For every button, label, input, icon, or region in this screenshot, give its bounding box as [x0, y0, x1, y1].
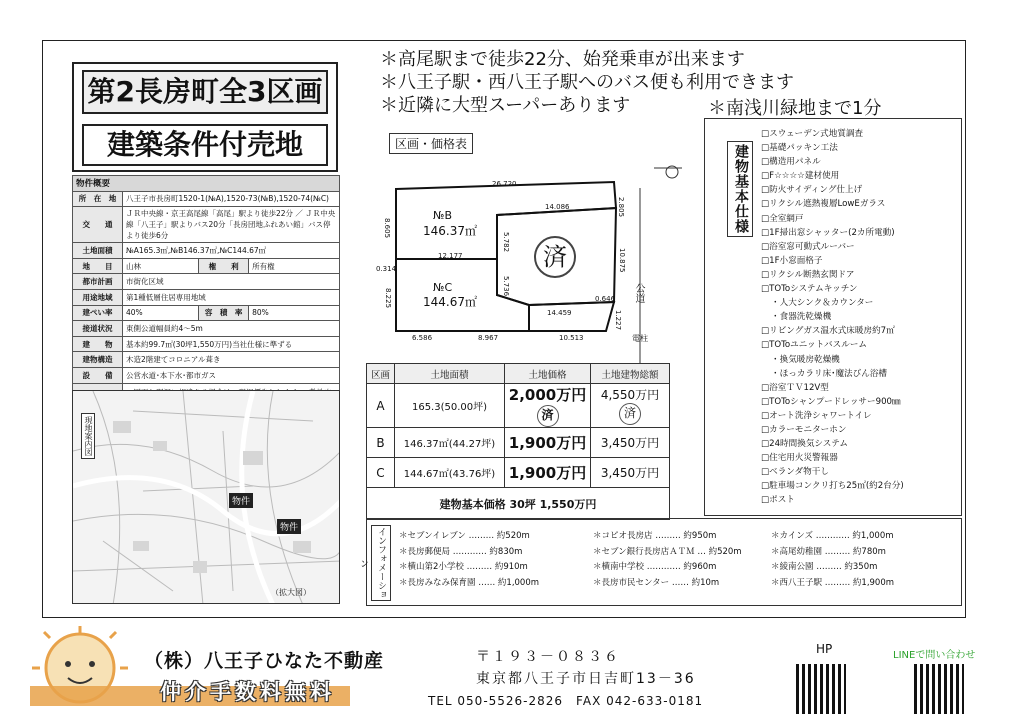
price-header: 区画: [367, 364, 395, 384]
building-spec-item: □オート洗浄シャワートイレ: [761, 410, 872, 421]
building-spec-item: □基礎パッキン工法: [761, 143, 838, 154]
lot-c-label: №C: [433, 281, 453, 294]
pole-label: 電柱: [632, 334, 648, 343]
spec-label: 所 在 地: [73, 191, 123, 207]
area-value: 165.3(50.00坪): [411, 402, 488, 413]
building-spec-item: ・ほっカラリ床･魔法びん浴槽: [771, 368, 888, 379]
spec-transport: ＪＲ中央線・京王高尾線「高尾」駅より徒歩22分 ／ ＪＲ中央線「八王子」駅よりバス20分「長房団地ふれあい館」バス停より徒歩6分: [123, 207, 340, 243]
price-header: 土地面積: [395, 364, 505, 384]
info-item: ＊カインズ ………… 約1,000m: [771, 531, 894, 541]
building-spec-item: □1F小窓面格子: [761, 255, 823, 266]
address: 東京都八王子市日吉町13－36: [476, 671, 696, 687]
building-spec-item: □スウェーデン式地質調査: [761, 129, 864, 139]
building-spec-item: ・人大シンク＆カウンター: [771, 298, 874, 309]
price-header: 土地価格: [505, 364, 591, 384]
info-item: ＊長房みなみ保育園 …… 約1,000m: [399, 577, 540, 588]
spec-far: 80%: [249, 305, 340, 321]
dim-label: 1.227: [614, 310, 622, 331]
building-spec-item: □住宅用火災警報器: [761, 453, 838, 464]
postal-code: 〒１９３－０８３６: [476, 649, 620, 665]
spec-label: 建 物: [73, 336, 123, 352]
map-streets: [73, 391, 340, 604]
building-spec-item: □防火サイディング仕上げ: [761, 185, 863, 196]
map-property-marker: 物件: [277, 519, 301, 534]
total-cell: 3,450万円: [591, 458, 670, 488]
spec-label: 用途地域: [73, 289, 123, 305]
dim-label: 0.646: [595, 295, 616, 303]
spec-cityplan: 市街化区域: [123, 274, 340, 290]
dim-label: 10.513: [559, 334, 584, 342]
company-tagline: 仲介手数料無料: [160, 680, 335, 704]
road-label: 公道: [633, 283, 644, 303]
info-item: ＊セブン銀行長房店ＡＴＭ … 約520m: [593, 546, 742, 557]
contact-tel-fax: TEL 050-5526-2826 FAX 042-633-0181: [428, 694, 704, 708]
price-header: 土地建物総額: [591, 364, 670, 384]
spec-label: 容 積 率: [199, 305, 249, 321]
spec-label: 権 利: [199, 258, 249, 274]
info-item: ＊セブンイレブン ……… 約520m: [399, 531, 530, 541]
table-row: [367, 458, 670, 488]
hp-label: HP: [816, 642, 833, 656]
building-spec-list: [704, 118, 962, 516]
price-cell: [505, 384, 591, 428]
sold-stamp-lot-a: 済: [534, 236, 576, 278]
building-spec-item: □浴室窓可動式ルーバー: [761, 241, 855, 252]
building-spec-item: □TOToシャンプードレッサー900㎜: [761, 396, 901, 407]
plot-plan: [366, 128, 696, 364]
spec-building: 基本約99.7㎡(30坪1,550万円)当社仕様に準ずる: [123, 336, 340, 352]
bullet-3: ＊近隣に大型スーパーあります: [380, 95, 631, 116]
dim-label: 2.805: [617, 197, 625, 218]
dim-label: 26.720: [492, 180, 517, 188]
spec-label: 建物構造: [73, 352, 123, 368]
dim-label: 6.586: [412, 334, 433, 342]
spec-label: 土地面積: [73, 243, 123, 259]
building-spec-item: □F☆☆☆☆建材使用: [761, 171, 840, 182]
building-spec-item: ・食器洗乾燥機: [771, 312, 832, 323]
price-table: [366, 363, 670, 520]
spec-label: 接道状況: [73, 321, 123, 337]
building-spec-item: □リクシル遮熱複層LowEガラス: [761, 199, 886, 210]
info-column: [771, 529, 894, 591]
bullet-1: ＊高尾駅まで徒歩22分、始発乗車が出来ます: [380, 49, 745, 70]
information-box: [358, 518, 962, 606]
price-cell: 1,900万円: [505, 428, 591, 458]
dim-label: 14.086: [545, 203, 570, 211]
information-title: インフォメーション: [371, 525, 391, 601]
dim-label: 8.225: [384, 288, 392, 309]
price-cell: 1,900万円: [505, 458, 591, 488]
building-spec-item: □リクシル断熱玄関ドア: [761, 269, 855, 280]
total-cell: 3,450万円: [591, 428, 670, 458]
spec-label: 地 目: [73, 258, 123, 274]
company-name: （株）八王子ひなた不動産: [144, 650, 385, 672]
info-item: ＊高尾幼稚園 ……… 約780m: [771, 546, 886, 557]
dim-label: 5.782: [502, 232, 510, 253]
info-item: ＊横南中学校 ………… 約960m: [593, 562, 717, 573]
spec-landuse: 山林: [123, 258, 199, 274]
sold-stamp: 済: [537, 405, 559, 427]
lot-cell: B: [367, 428, 395, 458]
building-spec-item: □ポスト: [761, 495, 795, 506]
total-cell: [591, 384, 670, 428]
info-item: ＊横山第2小学校 ……… 約910m: [399, 562, 528, 573]
table-row: [367, 384, 670, 428]
building-spec-item: ・換気暖房乾燥機: [771, 354, 840, 365]
building-spec-item: □TOToシステムキッチン: [761, 284, 858, 295]
sold-stamp: 済: [619, 403, 641, 425]
spec-utilities: 公営水道･本下水･都市ガス: [123, 367, 340, 383]
map-area-label: 現地案内図: [81, 413, 95, 459]
lot-cell: A: [367, 384, 395, 428]
info-item: ＊長房市民センター …… 約10m: [593, 577, 720, 588]
building-base-price: 建物基本価格 30坪 1,550万円: [367, 488, 670, 520]
line-qr-code[interactable]: [914, 664, 964, 714]
building-spec-item: □リビングガス温水式床暖房約7㎡: [761, 326, 895, 337]
spec-label: 建ぺい率: [73, 305, 123, 321]
spec-structure: 木造2階建てコロニアル葺き: [123, 352, 340, 368]
dim-label: 8.605: [383, 218, 391, 239]
building-spec-item: □ベランダ物干し: [761, 467, 829, 478]
dim-label: 10.875: [618, 248, 626, 273]
title-sub: 建築条件付売地: [82, 124, 328, 166]
map-zoom-label: （拡大図）: [271, 588, 311, 597]
lot-b-label: №B: [433, 209, 452, 222]
area-cell: 144.67㎡(43.76坪): [395, 458, 505, 488]
info-item: ＊綾南公園 ……… 約350m: [771, 562, 878, 573]
price-value: 2,000万円: [508, 386, 587, 404]
dim-label: 8.967: [478, 334, 499, 342]
spec-location: 八王子市長房町1520-1(№A),1520-73(№B),1520-74(№C): [123, 191, 340, 207]
dim-label: 12.177: [438, 252, 463, 260]
total-value: 4,550万円: [600, 388, 660, 402]
lot-c-area: 144.67㎡: [423, 295, 477, 309]
building-spec-item: □TOToユニットバスルーム: [761, 340, 868, 351]
spec-label: 設 備: [73, 367, 123, 383]
area-map: [72, 390, 340, 604]
area-cell: [395, 384, 505, 428]
building-spec-item: □全室網戸: [761, 213, 804, 224]
table-row: [367, 428, 670, 458]
building-spec-items: [761, 127, 904, 508]
lot-b-area: 146.37㎡: [423, 224, 477, 238]
info-column: [399, 529, 539, 591]
plan-label: 区画・価格表: [389, 133, 473, 154]
lot-cell: C: [367, 458, 395, 488]
dim-label: 5.736: [502, 276, 510, 297]
building-spec-title: 建物基本仕様: [727, 141, 753, 237]
spec-area: №A165.3㎡,№B146.37㎡,№C144.67㎡: [123, 243, 340, 259]
building-spec-item: □カラーモニターホン: [761, 424, 847, 435]
info-item: ＊長房郵便局 ………… 約830m: [399, 546, 523, 557]
dim-label: 0.314: [376, 265, 397, 273]
spec-bcr: 40%: [123, 305, 199, 321]
title-box: [72, 62, 338, 172]
building-spec-item: □24時間換気システム: [761, 439, 848, 450]
spec-heading: 物件概要: [73, 176, 340, 192]
spec-label: 交 通: [73, 207, 123, 243]
dim-label: 14.459: [547, 309, 572, 317]
info-item: ＊西八王子駅 ……… 約1,900m: [771, 577, 895, 588]
info-column: [593, 529, 742, 591]
building-spec-item: □1F掃出窓シャッター(2カ所電動): [761, 227, 895, 238]
map-property-marker: 物件: [229, 493, 253, 508]
building-spec-item: □浴室ＴＶ12V型: [761, 382, 829, 393]
bullet-4: ＊南浅川緑地まで1分: [708, 98, 882, 119]
spec-rights: 所有権: [249, 258, 340, 274]
bullet-2: ＊八王子駅・西八王子駅へのバス便も利用できます: [380, 72, 794, 93]
spec-zoning: 第1種低層住居専用地域: [123, 289, 340, 305]
hp-qr-code[interactable]: [796, 664, 846, 714]
area-cell: 146.37㎡(44.27坪): [395, 428, 505, 458]
title-main: 第2長房町全3区画: [82, 70, 328, 114]
line-label: LINEで問い合わせ: [893, 650, 976, 661]
building-spec-item: □駐車場コンクリ打ち25㎡(約2台分): [761, 481, 904, 492]
spec-label: 都市計画: [73, 274, 123, 290]
info-item: ＊コピオ長房店 ……… 約950m: [593, 531, 717, 541]
property-spec-table: [72, 175, 340, 414]
spec-road: 東側公道幅員約4～5m: [123, 321, 340, 337]
building-spec-item: □構造用パネル: [761, 157, 821, 168]
